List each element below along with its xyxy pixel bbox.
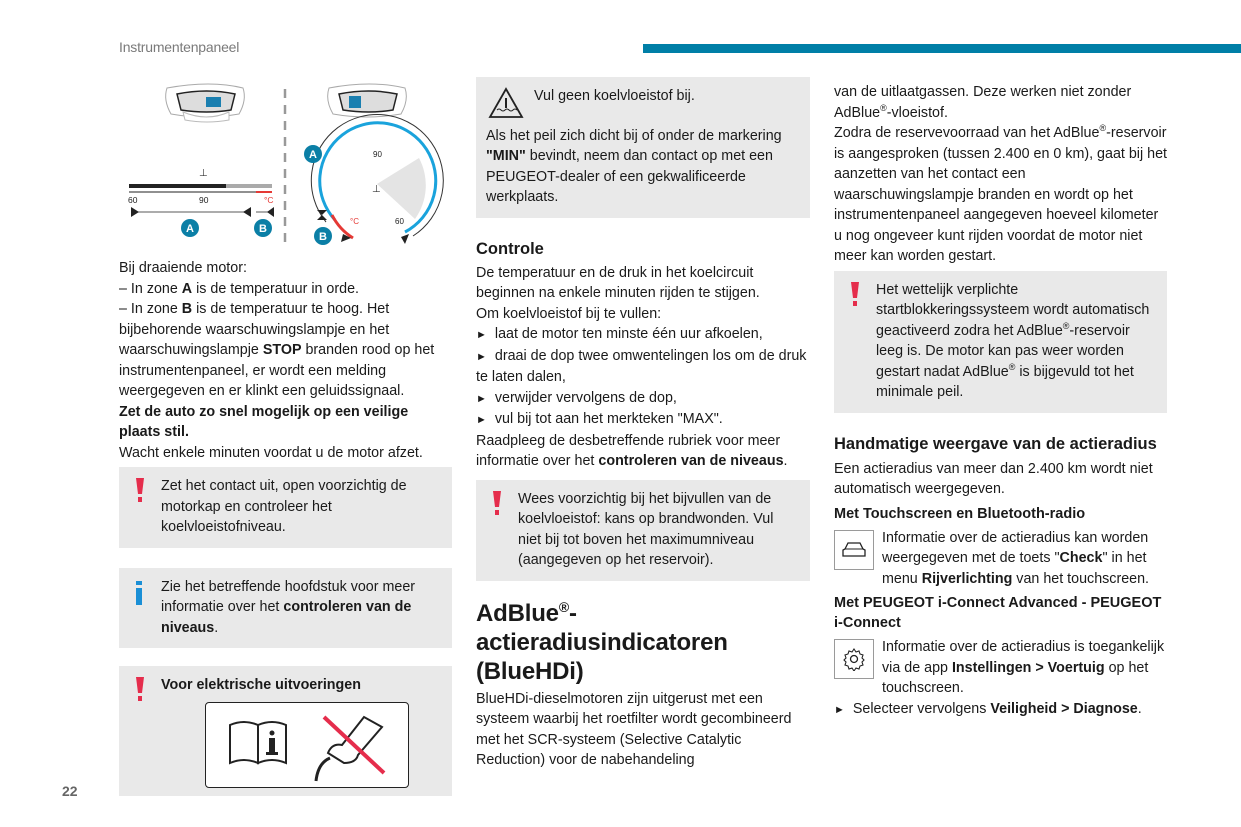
no-refill-icon bbox=[316, 717, 384, 781]
instrument-cluster-icon-left bbox=[166, 84, 245, 122]
warning-exclamation-icon bbox=[135, 676, 145, 702]
touchscreen-heading: Met Touchscreen en Bluetooth-radio bbox=[834, 505, 1086, 522]
round-tick-90: 90 bbox=[373, 150, 382, 159]
car-check-icon bbox=[834, 530, 874, 570]
warning-box-contact: Zet het contact uit, open voorzichtig de motorkap en controleer het koelvloeistofniveau. bbox=[119, 467, 452, 548]
iconnect-heading: Met PEUGEOT i-Connect Advanced - PEUGEOT i-Connect bbox=[834, 595, 1162, 631]
header-accent-bar bbox=[643, 44, 1241, 53]
round-zone-a-badge: A bbox=[309, 149, 317, 161]
column-1 bbox=[119, 74, 452, 796]
list-item: ► draai de dop twee omwentelingen los om de druk te laten dalen, bbox=[476, 347, 807, 385]
hot-coolant-warning-icon bbox=[488, 87, 524, 119]
wait-text: Wacht enkele minuten voordat u de motor afzet. bbox=[119, 444, 423, 461]
controle-heading: Controle bbox=[476, 239, 544, 258]
instrument-cluster-icon-right bbox=[328, 84, 407, 117]
stop-instruction: Zet de auto zo snel mogelijk op een veilige plaats stil. bbox=[119, 403, 409, 440]
list-item: ► verwijder vervolgens de dop, bbox=[476, 389, 677, 406]
manual-book-icon bbox=[230, 722, 286, 763]
round-tick-60: 60 bbox=[395, 217, 404, 226]
warning-box-startblock: Het wettelijk verplichte startblokkeringssysteem wordt automatisch geactiveerd zodra het AdBlue®-reservoir leeg is. De motor kan pas weer worden gestart nadat AdBlue® is bijgevuld tot het minimale peil. bbox=[834, 271, 1167, 413]
info-box-levels: Zie het betreffende hoofdstuk voor meer informatie over het controleren van de niveaus. bbox=[119, 568, 452, 649]
round-zone-b-badge: B bbox=[319, 231, 327, 243]
svg-text:⊥: ⊥ bbox=[199, 168, 208, 179]
info-icon bbox=[135, 580, 143, 606]
round-tick-celsius: °C bbox=[350, 217, 359, 226]
warning-exclamation-icon bbox=[492, 490, 502, 516]
settings-gear-icon bbox=[834, 639, 874, 679]
zone-b-text: – In zone B is de temperatuur te hoog. Het bijbehorende waarschuwingslampje en het waarschuwingslampje STOP branden rood op het instrumentenpaneel, er wordt een melding weergegeven en er klinkt een geluidssignaal. bbox=[119, 301, 435, 399]
coolant-gauge-illustration bbox=[119, 74, 452, 252]
warning-exclamation-icon bbox=[135, 477, 145, 503]
adblue-heading: AdBlue®-actieradiusindicatoren (BlueHDi) bbox=[476, 598, 728, 685]
tick-celsius: °C bbox=[264, 195, 274, 205]
caution-box-coolant: Vul geen koelvloeistof bij. Als het peil zich dicht bij of onder de markering "MIN" bevindt, neem dan contact op met een PEUGEOT-dealer of een gekwalificeerde werkplaats. bbox=[476, 77, 810, 218]
list-item: ► laat de motor ten minste één uur afkoelen, bbox=[476, 326, 763, 342]
warning-box-electric: Voor elektrische uitvoeringen bbox=[119, 666, 452, 796]
column-2: Vul geen koelvloeistof bij. Als het peil zich dicht bij of onder de markering "MIN" bevindt, neem dan contact op met een PEUGEOT-dealer of een gekwalificeerde werkplaats. Controle De temperatuur en de druk in het koelcircuit beginnen na enkele minuten rijden te stijgen. Om koelvloeistof bij te vullen: ► laat de motor ten minste één uur afkoelen, ► draai de dop twee omwentelingen los om de druk te laten dalen, ► verwijder vervolgens de dop, ► vul bij tot aan het merkteken "MAX". Raadpleeg de desbetreffende rubriek voor meer informatie over het controleren van de niveaus. Wees voorzichtig bij het bijvullen van de koelvloeistof: kans op brandwonden. Vul niet bij tot boven het maximumniveau (aangegeven op het reservoir). AdBlue®-actieradiusindicatoren (BlueHDi) BlueHDi-dieselmotoren zijn uitgerust met een systeem waarbij het roetfilter wordt gecombineerd met het SCR-systeem (Selective Catalytic Reduction) voor de nabehandeling bbox=[476, 77, 810, 771]
zone-b-badge: B bbox=[259, 223, 267, 235]
tick-60: 60 bbox=[128, 195, 138, 205]
coolant-gauge-figure bbox=[119, 74, 452, 252]
list-item: ► Selecteer vervolgens Veiligheid > Diagnose. bbox=[834, 700, 1142, 717]
linear-temperature-gauge bbox=[128, 168, 274, 237]
page-number: 22 bbox=[62, 783, 78, 799]
section-title: Instrumentenpaneel bbox=[119, 39, 240, 55]
column-3: van de uitlaatgassen. Deze werken niet zonder AdBlue®-vloeistof. Zodra de reservevoorraad van het AdBlue®-reservoir is aangesproken (tussen 2.400 en 0 km), gaat bij het aanzetten van het contact een waarschuwingslampje branden en wordt op het instrumentenpaneel aangegeven hoeveel kilometer u nog ongeveer kunt rijden voordat de motor niet meer kan worden gestart. Het wettelijk verplichte startblokkeringssysteem wordt automatisch geactiveerd zodra het AdBlue®-reservoir leeg is. De motor kan pas weer worden gestart nadat AdBlue® is bijgevuld tot het minimale peil. Handmatige weergave van de actieradius Een actieradius van meer dan 2.400 km wordt niet automatisch weergegeven. Met Touchscreen en Bluetooth-radio Informatie over de actieradius kan worden weergegeven met de toets "Check" in het menu Rijverlichting van het touchscreen. Met PEUGEOT i-Connect Advanced - PEUGEOT i-Connect Informatie over de actieradius is toegankelijk via de app Instellingen > Voertuig op het touchscreen. ► Selecteer vervolgens Veiligheid > Diagnose. bbox=[834, 82, 1167, 720]
electric-pictogram bbox=[205, 702, 409, 788]
intro-text: Bij draaiende motor: bbox=[119, 260, 247, 276]
zone-a-badge: A bbox=[186, 223, 194, 235]
svg-text:⊥: ⊥ bbox=[372, 184, 381, 195]
round-temperature-gauge bbox=[304, 114, 443, 245]
warning-exclamation-icon bbox=[850, 281, 860, 307]
manual-display-heading: Handmatige weergave van de actieradius bbox=[834, 434, 1157, 453]
zone-a-text: – In zone A is de temperatuur in orde. bbox=[119, 280, 360, 297]
list-item: ► vul bij tot aan het merkteken "MAX". bbox=[476, 411, 723, 427]
warning-box-burns: Wees voorzichtig bij het bijvullen van de koelvloeistof: kans op brandwonden. Vul niet bij tot boven het maximumniveau (aangegeven op het reservoir). bbox=[476, 480, 810, 581]
refill-steps-list bbox=[476, 324, 810, 431]
tick-90: 90 bbox=[199, 195, 209, 205]
